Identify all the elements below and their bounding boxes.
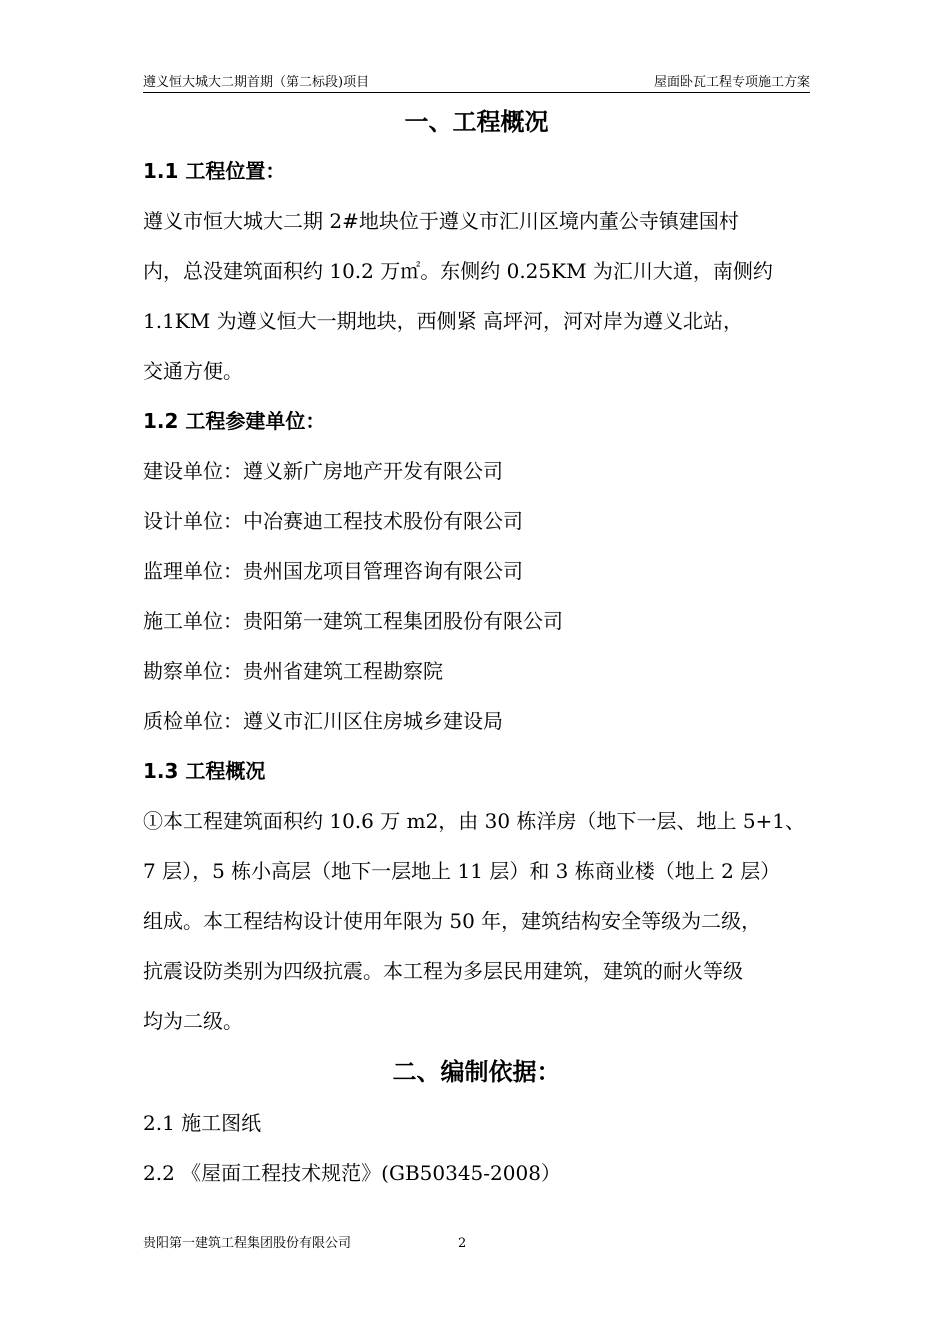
unit-line-construction-owner: 建设单位：遵义新广房地产开发有限公司 [143,459,503,483]
section-1-2-heading: 1.2 工程参建单位： [143,409,326,433]
paragraph-line: ①本工程建筑面积约 10.6 万 m2，由 30 栋洋房（地下一层、地上 5+1、 [143,809,806,833]
section-1-title: 一、工程概况 [404,108,549,136]
paragraph-line: 抗震设防类别为四级抗震。本工程为多层民用建筑，建筑的耐火等级 [143,959,743,983]
unit-line-quality-inspection: 质检单位：遵义市汇川区住房城乡建设局 [143,709,503,733]
page-header [143,74,810,93]
section-1-1-heading: 1.1 工程位置： [143,159,286,183]
basis-item: 2.1 施工图纸 [143,1111,262,1135]
paragraph-line: 内，总没建筑面积约 10.2 万㎡。东侧约 0.25KM 为汇川大道，南侧约 [143,259,773,283]
paragraph-line: 7 层），5 栋小高层（地下一层地上 11 层）和 3 栋商业楼（地上 2 层） [143,859,781,883]
unit-line-survey: 勘察单位：贵州省建筑工程勘察院 [143,659,443,683]
page-footer [143,1234,810,1254]
paragraph-line: 交通方便。 [143,359,243,383]
section-2-title: 二、编制依据： [392,1058,561,1086]
header-document-title: 屋面卧瓦工程专项施工方案 [653,75,810,90]
paragraph-line: 均为二级。 [143,1009,243,1033]
unit-line-supervision: 监理单位：贵州国龙项目管理咨询有限公司 [143,559,523,583]
paragraph-line: 遵义市恒大城大二期 2#地块位于遵义市汇川区境内董公寺镇建国村 [143,209,739,233]
footer-company: 贵阳第一建筑工程集团股份有限公司 [143,1236,352,1251]
basis-item: 2.2 《屋面工程技术规范》(GB50345-2008） [143,1161,561,1185]
paragraph-line: 1.1KM 为遵义恒大一期地块，西侧紧 高坪河，河对岸为遵义北站， [143,309,743,333]
section-1-3-heading: 1.3 工程概况 [143,759,266,783]
unit-line-design: 设计单位：中冶赛迪工程技术股份有限公司 [143,509,523,533]
page-number: 2 [458,1236,467,1251]
document-body [143,98,810,1198]
paragraph-line: 组成。本工程结构设计使用年限为 50 年，建筑结构安全等级为二级， [143,909,762,933]
header-project-name: 遵义恒大城大二期首期（第二标段)项目 [143,75,370,90]
unit-line-contractor: 施工单位：贵阳第一建筑工程集团股份有限公司 [143,609,563,633]
